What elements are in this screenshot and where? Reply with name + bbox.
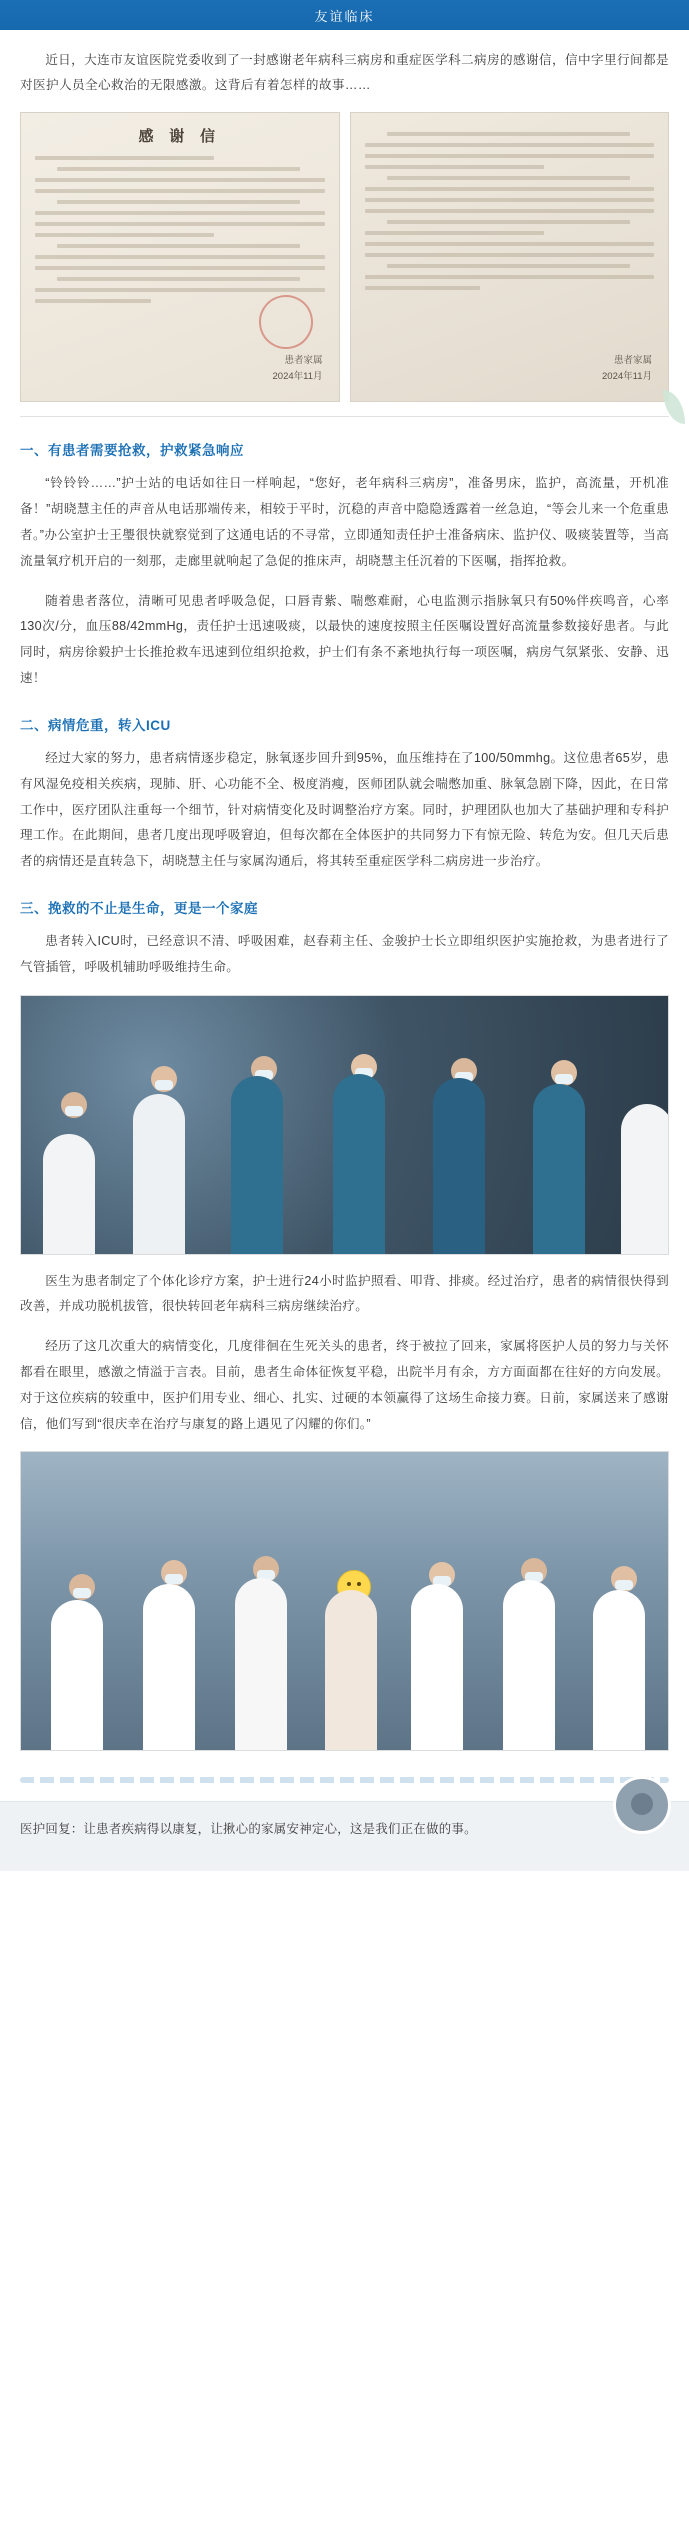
letter-signer-2: 患者家属: [613, 355, 652, 367]
site-header-banner: [0, 0, 689, 30]
section-2-paragraph-1: 经过大家的努力，患者病情逐步稳定，脉氧逐步回升到95%，血压维持在了100/50mmhg。这位患者65岁，患有风湿免疫相关疾病，现肺、肝、心功能不全、极度消瘦，医师团队就会喘憋加重、脉氧急剧下降，因此，在日常工作中，医疗团队注重每一个细节，针对病情变化及时调整治疗方案。同时，护理团队也加大了基础护理和专科护理工作。在此期间，患者几度出现呼吸窘迫，但每次都在全体医护的共同努力下有惊无险、转危为安。但几天后患者的病情还是直转急下，胡晓慧主任与家属沟通后，将其转至重症医学科二病房进一步治疗。: [20, 750, 669, 869]
leaf-decoration-icon: [663, 390, 685, 424]
site-brand-title: 友谊临床: [314, 8, 375, 24]
letter-signature-1: [273, 353, 323, 385]
article-content: [0, 30, 689, 1751]
letter-body-lines-1: [35, 156, 325, 303]
letter-signature-2: [602, 353, 652, 385]
footer-note-bar: [0, 1801, 689, 1871]
letter-signer-1: 患者家属: [284, 355, 323, 367]
section-heading-3: 三、挽救的不止是生命，更是一个家庭: [20, 900, 258, 916]
letter-title-1: 感 谢 信: [138, 129, 221, 146]
section-3-paragraph-1: 患者转入ICU时，已经意识不清、呼吸困难，赵春莉主任、金骏护士长立即组织医护实施抢救，为患者进行了气管插管，呼吸机辅助呼吸维持生命。: [20, 933, 669, 974]
letter-body-lines-2: [365, 132, 655, 290]
divider-1: [20, 416, 669, 417]
section-3-paragraph-3: 经历了这几次重大的病情变化，几度徘徊在生死关头的患者，终于被拉了回来，家属将医护人员的努力与关怀都看在眼里，感激之情溢于言表。目前，患者生命体征恢复平稳，出院半月有余，方方面面都在往好的方向发展。对于这位疾病的较重中，医护们用专业、细心、扎实、过硬的本领赢得了这场生命接力赛。日前，家属送来了感谢信，他们写到“很庆幸在治疗与康复的路上遇见了闪耀的你们。”: [20, 1339, 669, 1431]
letter-date-2: 2024年11月: [602, 371, 652, 383]
section-1-paragraph-2: 随着患者落位，清晰可见患者呼吸急促，口唇青紫、喘憋难耐，心电监测示指脉氧只有50%伴疾鸣音，心率130次/分，血压88/42mmHg，责任护士迅速吸痰，以最快的速度按照主任医嘱设置好高流量参数接好患者。与此同时，病房徐毅护士长推抢救车迅速到位组织抢救，护士们有条不紊地执行每一项医嘱，病房气氛紧张、安静、迅速！: [20, 593, 669, 686]
section-1-paragraph-1: “铃铃铃……”护士站的电话如往日一样响起，“您好，老年病科三病房”，准备男床，监护，高流量，开机准备！”胡晓慧主任的声音从电话那端传来，相较于平时，沉稳的声音中隐隐透露着一丝急迫，“等会儿来一个危重患者。”办公室护士王璺很快就察觉到了这通电话的不寻常，立即通知责任护士准备病床、监护仪、吸痰装置等，当高流量氧疗机开启的一刻那，走廊里就响起了急促的推床声，胡晓慧主任沉着的下医嘱，指挥抢救。: [20, 476, 669, 568]
group-photo-with-patient[interactable]: [20, 1451, 669, 1751]
footer-divider: [20, 1777, 669, 1783]
letter-photo-1[interactable]: [20, 112, 340, 402]
letter-photo-row: [20, 112, 669, 402]
lead-paragraph: 近日，大连市友谊医院党委收到了一封感谢老年病科三病房和重症医学科二病房的感谢信，信中字里行间都是对医护人员全心救治的无限感激。这背后有着怎样的故事……: [20, 53, 669, 93]
section-3-paragraph-2: 医生为患者制定了个体化诊疗方案，护士进行24小时监护照看、叩背、排痰。经过治疗，患者的病情很快得到改善，并成功脱机拔管，很快转回老年病科三病房继续治疗。: [20, 1273, 669, 1314]
letter-date-1: 2024年11月: [272, 371, 323, 383]
section-heading-2: 二、病情危重，转入ICU: [20, 717, 171, 733]
letter-photo-2[interactable]: [350, 112, 670, 402]
icu-team-photo[interactable]: [20, 995, 669, 1255]
footer-note-text: 医护回复：让患者疾病得以康复，让揪心的家属安神定心，这是我们正在做的事。: [20, 1822, 477, 1837]
section-heading-1: 一、有患者需要抢救，护救紧急响应: [20, 443, 244, 459]
